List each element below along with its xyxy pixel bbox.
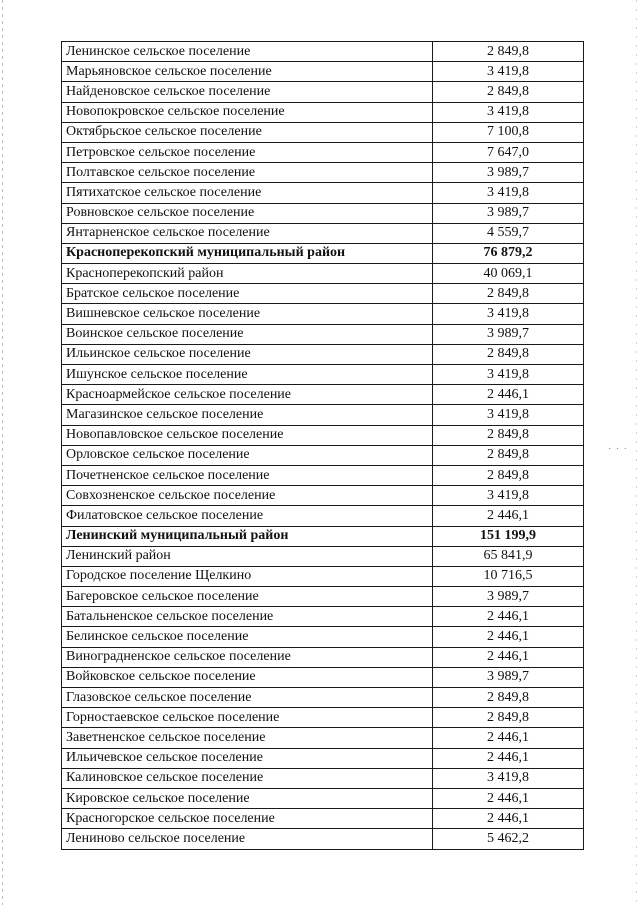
table-row [62,284,584,304]
table-row [62,365,584,385]
amount-cell: 2 446,1 [433,627,584,647]
municipality-name-cell: Ровновское сельское поселение [62,203,433,223]
table-row [62,748,584,768]
table-row [62,183,584,203]
table-row [62,587,584,607]
municipality-name-cell: Почетненское сельское поселение [62,465,433,485]
municipality-name-cell: Янтарненское сельское поселение [62,223,433,243]
amount-cell: 2 446,1 [433,385,584,405]
amount-cell: 151 199,9 [433,526,584,546]
municipality-name-cell: Виноградненское сельское поселение [62,647,433,667]
amount-cell: 65 841,9 [433,546,584,566]
amount-cell: 2 849,8 [433,465,584,485]
table-row [62,768,584,788]
amount-cell: 3 419,8 [433,405,584,425]
municipality-name-cell: Красногорское сельское поселение [62,809,433,829]
amount-cell: 2 446,1 [433,728,584,748]
amount-cell: 2 446,1 [433,809,584,829]
municipality-name-cell: Найденовское сельское поселение [62,82,433,102]
amount-cell: 4 559,7 [433,223,584,243]
amount-cell: 2 446,1 [433,506,584,526]
table-row [62,304,584,324]
amount-cell: 40 069,1 [433,264,584,284]
amount-cell: 2 849,8 [433,82,584,102]
amount-cell: 3 989,7 [433,667,584,687]
table-row [62,102,584,122]
amount-cell: 3 419,8 [433,62,584,82]
municipality-name-cell: Ишунское сельское поселение [62,365,433,385]
municipality-name-cell: Воинское сельское поселение [62,324,433,344]
municipality-name-cell: Филатовское сельское поселение [62,506,433,526]
table-row [62,163,584,183]
amount-cell: 3 989,7 [433,203,584,223]
municipality-name-cell: Войковское сельское поселение [62,667,433,687]
municipality-name-cell: Ильинское сельское поселение [62,344,433,364]
table-row [62,122,584,142]
table-row [62,566,584,586]
table-row [62,445,584,465]
amount-cell: 2 849,8 [433,688,584,708]
municipality-name-cell: Петровское сельское поселение [62,142,433,162]
table-row [62,788,584,808]
municipality-name-cell: Пятихатское сельское поселение [62,183,433,203]
amount-cell: 2 849,8 [433,425,584,445]
table-row [62,385,584,405]
amount-cell: 3 419,8 [433,365,584,385]
municipality-name-cell: Белинское сельское поселение [62,627,433,647]
amount-cell: 76 879,2 [433,243,584,263]
table-row [62,203,584,223]
municipality-name-cell: Совхозненское сельское поселение [62,486,433,506]
amount-cell: 2 446,1 [433,607,584,627]
amount-cell: 5 462,2 [433,829,584,849]
municipality-name-cell: Городское поселение Щелкино [62,566,433,586]
amount-cell: 3 989,7 [433,324,584,344]
amount-cell: 10 716,5 [433,566,584,586]
amount-cell: 2 849,8 [433,708,584,728]
table-row [62,223,584,243]
table-row-district-total [62,243,584,263]
municipality-name-cell: Марьяновское сельское поселение [62,62,433,82]
amount-cell: 3 989,7 [433,163,584,183]
municipality-name-cell: Ленинский район [62,546,433,566]
amount-cell: 2 849,8 [433,42,584,62]
amount-cell: 3 419,8 [433,183,584,203]
municipality-name-cell: Октябрьское сельское поселение [62,122,433,142]
municipality-name-cell: Новопавловское сельское поселение [62,425,433,445]
table-row [62,42,584,62]
table-body [62,42,584,850]
table-row [62,425,584,445]
amount-cell: 3 419,8 [433,486,584,506]
amount-cell: 7 647,0 [433,142,584,162]
table-row [62,647,584,667]
table-row [62,405,584,425]
table-row [62,82,584,102]
amount-cell: 2 849,8 [433,284,584,304]
municipality-name-cell: Новопокровское сельское поселение [62,102,433,122]
amount-cell: 2 446,1 [433,788,584,808]
table-row [62,627,584,647]
scan-edge-left [2,0,3,905]
municipality-name-cell: Ленинский муниципальный район [62,526,433,546]
amount-cell: 2 849,8 [433,344,584,364]
municipality-name-cell: Заветненское сельское поселение [62,728,433,748]
municipality-name-cell: Орловское сельское поселение [62,445,433,465]
table-row [62,667,584,687]
amount-cell: 7 100,8 [433,122,584,142]
table-row [62,607,584,627]
amount-cell: 3 419,8 [433,768,584,788]
amount-cell: 2 446,1 [433,647,584,667]
municipality-name-cell: Ильичевское сельское поселение [62,748,433,768]
municipality-name-cell: Кировское сельское поселение [62,788,433,808]
municipality-name-cell: Калиновское сельское поселение [62,768,433,788]
municipality-name-cell: Вишневское сельское поселение [62,304,433,324]
scan-artifact-dots: · · · [608,444,628,455]
table-row [62,809,584,829]
table-row-district-total [62,526,584,546]
table-row [62,728,584,748]
municipality-name-cell: Красноперекопский муниципальный район [62,243,433,263]
scan-edge-right [636,0,637,905]
table-row [62,324,584,344]
budget-allocation-table [61,41,584,850]
municipality-name-cell: Полтавское сельское поселение [62,163,433,183]
municipality-name-cell: Братское сельское поселение [62,284,433,304]
municipality-name-cell: Красноперекопский район [62,264,433,284]
amount-cell: 2 446,1 [433,748,584,768]
table-row [62,829,584,849]
municipality-name-cell: Багеровское сельское поселение [62,587,433,607]
table-row [62,506,584,526]
amount-cell: 3 419,8 [433,102,584,122]
table-row [62,142,584,162]
table-row [62,344,584,364]
municipality-name-cell: Горностаевское сельское поселение [62,708,433,728]
amount-cell: 3 419,8 [433,304,584,324]
municipality-name-cell: Ленинское сельское поселение [62,42,433,62]
municipality-name-cell: Лениново сельское поселение [62,829,433,849]
table-row [62,264,584,284]
municipality-name-cell: Глазовское сельское поселение [62,688,433,708]
municipality-name-cell: Батальненское сельское поселение [62,607,433,627]
amount-cell: 3 989,7 [433,587,584,607]
amount-cell: 2 849,8 [433,445,584,465]
table-row [62,688,584,708]
municipality-name-cell: Магазинское сельское поселение [62,405,433,425]
table-row [62,62,584,82]
table-row [62,465,584,485]
table-row [62,546,584,566]
municipality-name-cell: Красноармейское сельское поселение [62,385,433,405]
table-row [62,708,584,728]
table-row [62,486,584,506]
